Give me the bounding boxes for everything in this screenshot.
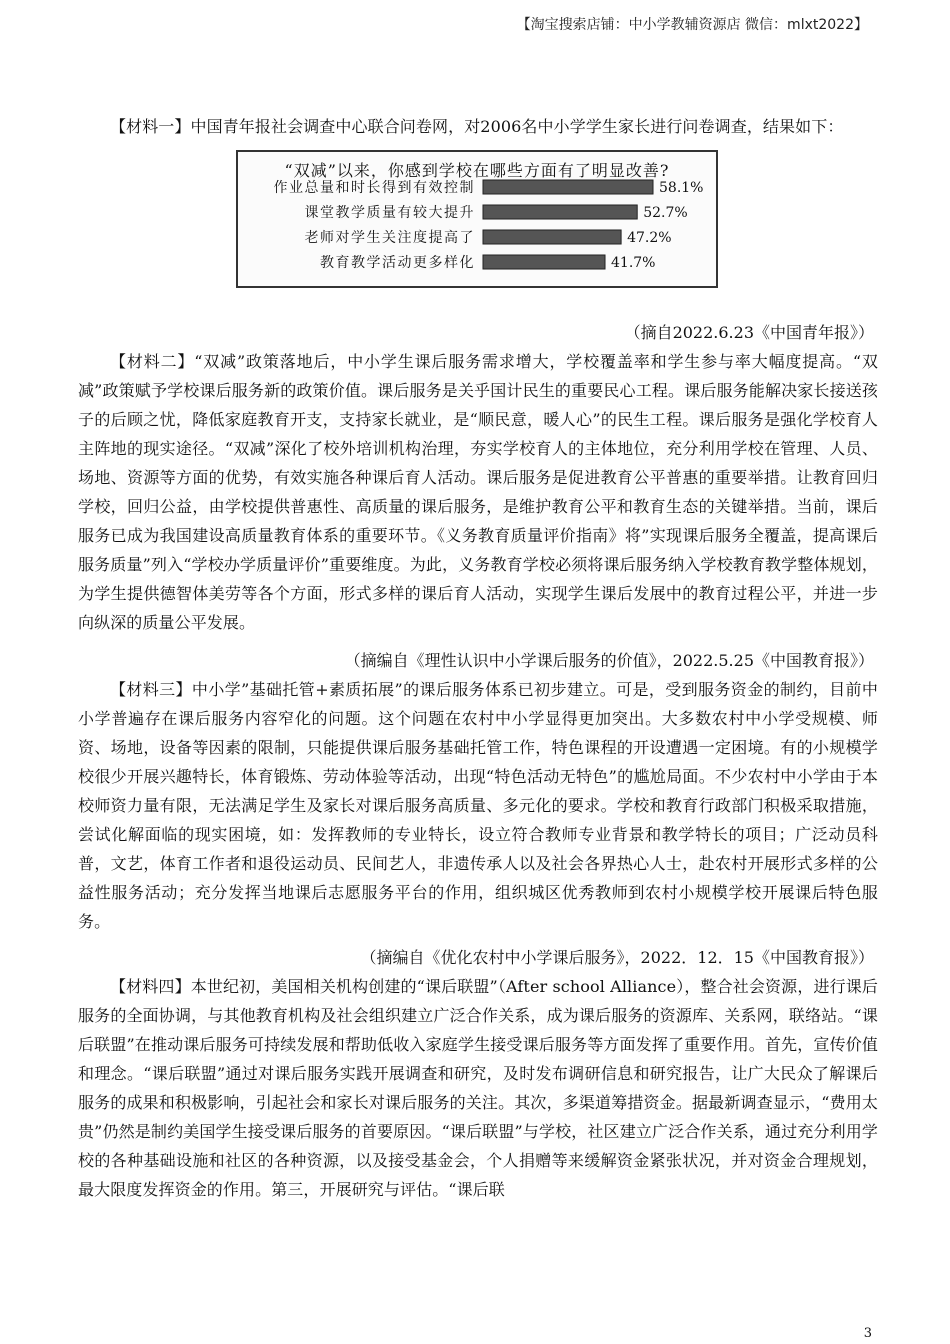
category-label: 老师对学生关注度提高了 bbox=[304, 230, 475, 246]
material1-source: （摘自2022.6.23《中国青年报》） bbox=[624, 323, 874, 342]
material2-source: （摘编自《理性认识中小学课后服务的价值》，2022.5.25《中国教育报》） bbox=[344, 651, 874, 670]
bar bbox=[483, 230, 621, 244]
data-label: 47.2% bbox=[627, 230, 672, 246]
material3-source: （摘编自《优化农村中小学课后服务》，2022．12．15《中国教育报》） bbox=[360, 948, 874, 967]
data-label: 52.7% bbox=[643, 205, 688, 221]
data-label: 58.1% bbox=[659, 180, 704, 196]
material2-text: 【材料二】“双减”政策落地后，中小学生课后服务需求增大，学校覆盖率和学生参与率大幅度提高。“双减”政策赋予学校课后服务新的政策价值。课后服务是关乎国计民生的重要民心工程。课后服务能解决家长接送孩子的后顾之忧，降低家庭教育开支，支持家长就业，是“顺民意，暖人心”的民生工程。课后服务是强化学校育人主阵地的现实途径。“双减”深化了校外培训机构治理，夯实学校育人的主体地位，充分利用学校在管理、人员、场地、资源等方面的优势，有效实施各种课后育人活动。课后服务是促进教育公平普惠的重要举措。让教育回归学校，回归公益，由学校提供普惠性、高质量的课后服务，是维护教育公平和教育生态的关键举措。当前，课后服务已成为我国建设高质量教育体系的重要环节。《义务教育质量评价指南》将”实现课后服务全覆盖，提高课后服务质量”列入“学校办学质量评价”重要维度。为此，义务教育学校必须将课后服务纳入学校教育教学整体规划，为学生提供德智体美劳等各个方面，形式多样的课后育人活动，实现学生课后发展中的教育过程公平，并进一步向纵深的质量公平发展。 bbox=[78, 352, 878, 632]
chart-title: “双减”以来，你感到学校在哪些方面有了明显改善? bbox=[284, 161, 670, 180]
material4-text: 【材料四】本世纪初，美国相关机构创建的“课后联盟”（After school Alliance），整合社会资源，进行课后服务的全面协调，与其他教育机构及社会组织建立广泛合作关系，成为课后服务的资源库、关系网，联络站。“课后联盟”在推动课后服务可持续发展和帮助低收入家庭学生接受课后服务等方面发挥了重要作用。首先，宣传价值和理念。“课后联盟”通过对课后服务实践开展调查和研究，及时发布调研信息和研究报告，让广大民众了解课后服务的成果和积极影响，引起社会和家长对课后服务的关注。其次，多渠道筹措资金。据最新调查显示，“费用太贵”仍然是制约美国学生接受课后服务的首要原因。“课后联盟”与学校，社区建立广泛合作关系，通过充分利用学校的各种基础设施和社区的各种资源，以及接受基金会，个人捐赠等来缓解资金紧张状况，并对资金合理规划，最大限度发挥资金的作用。第三，开展研究与评估。“课后联 bbox=[78, 977, 878, 1199]
category-label: 教育教学活动更多样化 bbox=[320, 255, 475, 271]
data-label: 41.7% bbox=[611, 255, 656, 271]
bar bbox=[483, 180, 653, 194]
chart-plot bbox=[238, 152, 716, 286]
material3-text: 【材料三】中小学”基础托管+素质拓展”的课后服务体系已初步建立。可是，受到服务资金的制约，目前中小学普遍存在课后服务内容窄化的问题。这个问题在农村中小学显得更加突出。大多数农村中小学受规模、师资、场地，设备等因素的限制，只能提供课后服务基础托管工作，特色课程的开设遭遇一定困境。有的小规模学校很少开展兴趣特长，体育锻炼、劳动体验等活动，出现“特色活动无特色”的尴尬局面。不少农村中小学由于本校师资力量有限，无法满足学生及家长对课后服务高质量、多元化的要求。学校和教育行政部门积极采取措施，尝试化解面临的现实困境，如：发挥教师的专业特长，设立符合教师专业背景和教学特长的项目；广泛动员科普，文艺，体育工作者和退役运动员、民间艺人，非遗传承人以及社会各界热心人士，赴农村开展形式多样的公益性服务活动；充分发挥当地课后志愿服务平台的作用，组织城区优秀教师到农村小规模学校开展课后特色服务。 bbox=[78, 680, 878, 931]
page-number: 3 bbox=[863, 1326, 872, 1341]
category-label: 课堂教学质量有较大提升 bbox=[304, 205, 475, 221]
bar bbox=[483, 255, 605, 269]
survey-chart bbox=[236, 150, 718, 288]
material1-intro: 【材料一】中国青年报社会调查中心联合问卷网，对2006名中小学学生家长进行问卷调查，结果如下： bbox=[110, 117, 844, 136]
page-header: 【淘宝搜索店铺：中小学教辅资源店 微信：mlxt2022】 bbox=[516, 17, 868, 33]
category-label: 作业总量和时长得到有效控制 bbox=[273, 180, 475, 196]
bar bbox=[483, 205, 637, 219]
